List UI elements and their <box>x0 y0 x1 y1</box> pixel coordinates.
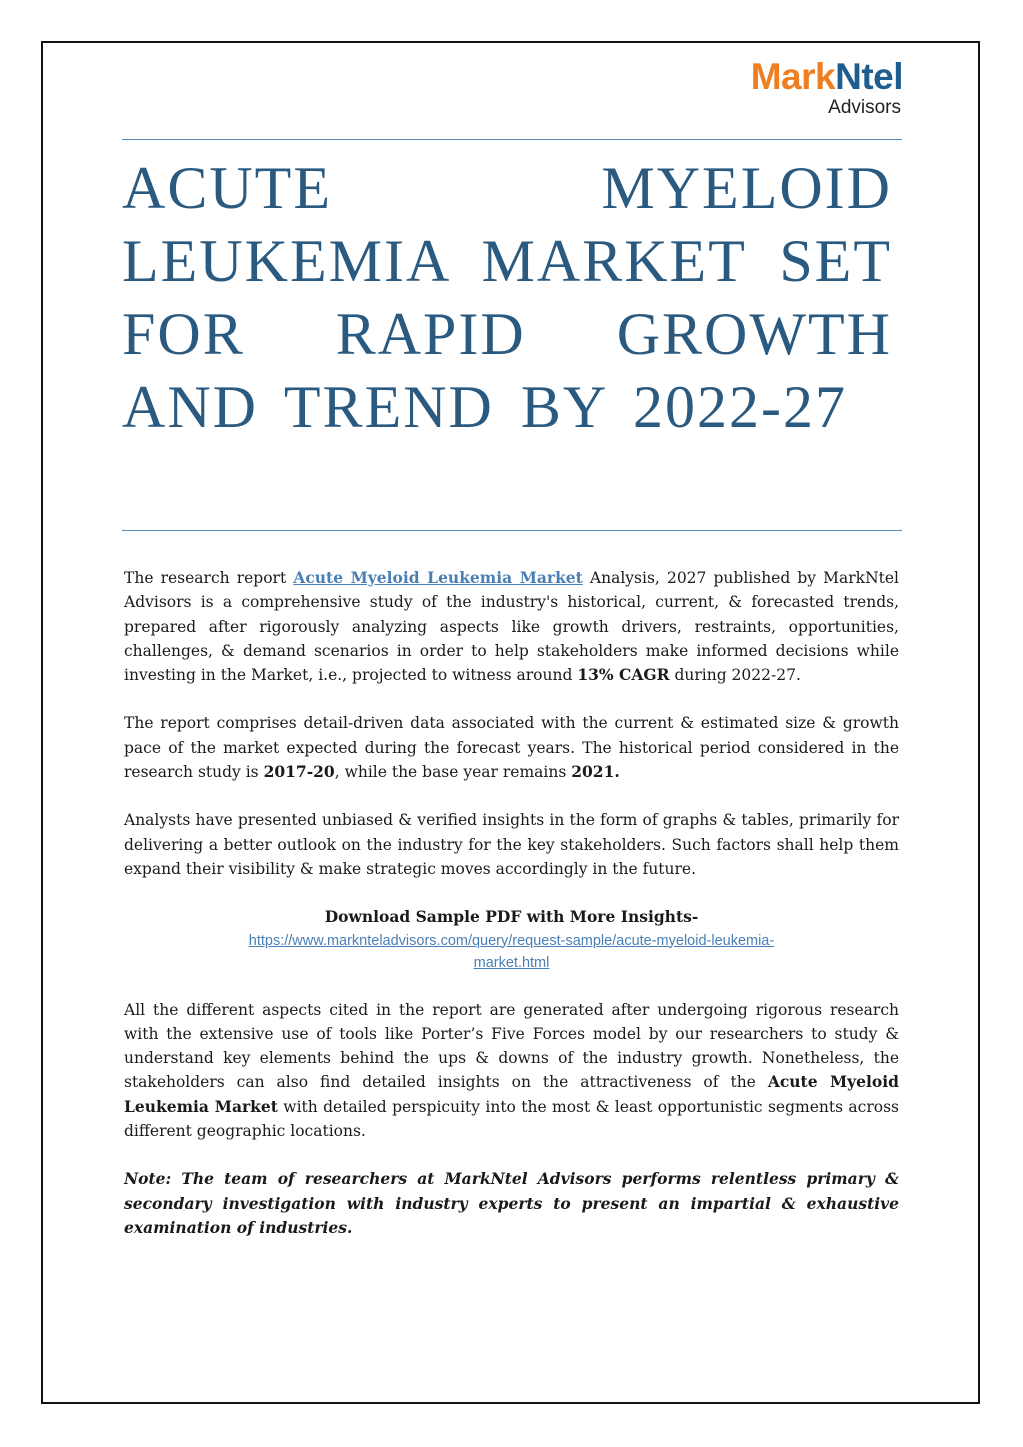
period-middle: , while the base year remains <box>334 763 572 782</box>
article-body <box>124 566 899 1264</box>
download-sample-section <box>124 905 899 973</box>
historical-period: 2017-20 <box>263 762 335 782</box>
intro-suffix: during 2022-27. <box>669 666 801 685</box>
aspects-paragraph <box>124 998 899 1144</box>
download-sample-link[interactable] <box>124 930 899 974</box>
page-title: ACUTE MYELOID LEUKEMIA MARKET SET FOR RAPID GROWTH AND TREND BY 2022-27 <box>122 155 892 440</box>
period-paragraph <box>124 711 899 784</box>
note-paragraph: Note: The team of researchers at MarkNtel Advisors performs relentless primary & secondary investigation with industry experts to present an impartial & exhaustive examination of industries. <box>124 1169 899 1237</box>
title-bottom-rule <box>122 530 902 531</box>
report-link[interactable]: Acute Myeloid Leukemia Market <box>293 568 583 587</box>
logo-subtitle: Advisors <box>828 97 901 118</box>
intro-paragraph <box>124 566 899 687</box>
analysts-paragraph: Analysts have presented unbiased & verified insights in the form of graphs & tables, primarily for delivering a better outlook on the industry for the key stakeholders. Such factors shall help them expand their visibility & make strategic moves accordingly in the future. <box>124 811 899 878</box>
marnktel-logo <box>751 58 903 117</box>
aspects-suffix: with detailed perspicuity into the most & least opportunistic segments across different geographic locations. <box>124 1097 899 1141</box>
cagr-value: 13% CAGR <box>577 665 670 685</box>
download-url-line1: https://www.marknteladvisors.com/query/request-sample/acute-myeloid-leukemia- <box>248 932 775 949</box>
logo-ntel-text: Ntel <box>835 56 903 97</box>
intro-prefix: The research report <box>124 569 294 587</box>
logo-wordmark <box>751 58 903 95</box>
logo-mark-text: Mark <box>750 56 836 97</box>
download-heading: Download Sample PDF with More Insights- <box>324 907 699 927</box>
title-top-rule <box>122 139 902 140</box>
download-url-line2: market.html <box>473 954 550 971</box>
period-prefix: The report comprises detail-driven data associated with the current & estimated size & growth pace of the market expected during the forecast years. The historical period considered in the research study is <box>124 714 899 782</box>
intro-middle: Analysis, 2027 published by MarkNtel Advisors is a comprehensive study of the industry's historical, current, & forecasted trends, prepared after rigorously analyzing aspects like growth drivers, restraints, opportunities, challenges, & demand scenarios in order to help stakeholders make informed decisions while investing in the Market, i.e., projected to witness around <box>124 569 899 685</box>
base-year: 2021. <box>571 762 620 782</box>
market-name-bold: Acute Myeloid Leukemia Market <box>124 1072 899 1116</box>
aspects-prefix: All the different aspects cited in the report are generated after undergoing rigorous research with the extensive use of tools like Porter’s Five Forces model by our researchers to study & understand key elements behind the ups & downs of the industry growth. Nonetheless, the stakeholders can also find detailed insights on the attractiveness of the <box>124 1000 899 1092</box>
